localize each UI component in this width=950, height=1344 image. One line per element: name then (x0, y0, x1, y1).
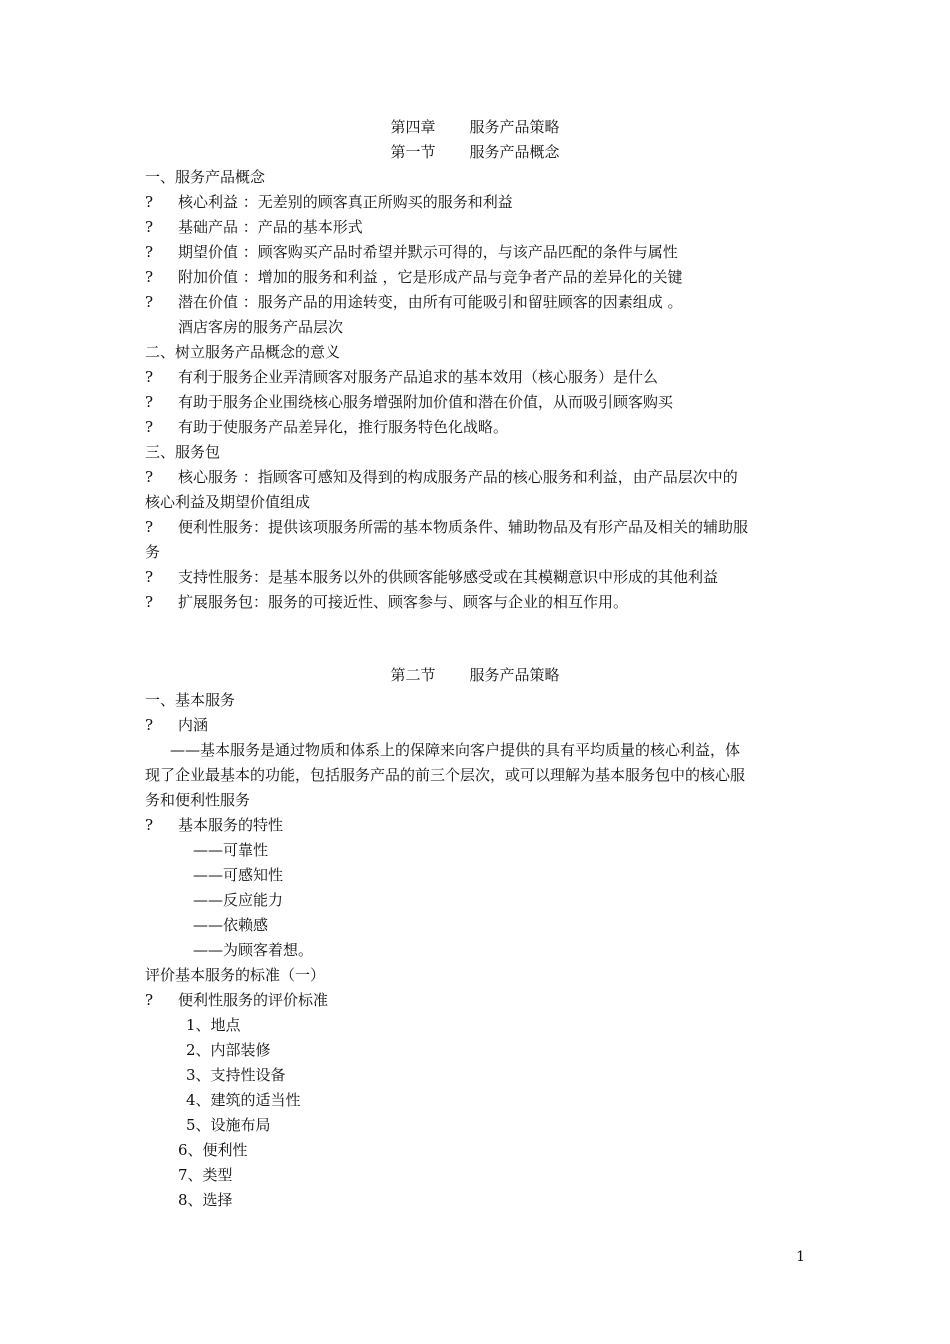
criterion-2: 2、内部装修 (186, 1041, 271, 1059)
section-number: 第一节 (390, 143, 436, 161)
item-connotation: 内涵 (178, 716, 209, 734)
bullet-marker: ? (145, 716, 154, 734)
paragraph-line-1: ——基本服务是通过物质和体系上的保障来向客户提供的具有平均质量的核心利益，体 (170, 741, 741, 759)
item-facilitating-criteria: 便利性服务的评价标准 (178, 991, 329, 1009)
significance-item-3: 有助于使服务产品差异化，推行服务特色化战略。 (178, 418, 509, 436)
paragraph-line-3: 务和便利性服务 (145, 791, 251, 809)
section-name: 服务产品策略 (469, 666, 560, 684)
bullet-marker: ? (145, 568, 154, 586)
section-number: 第二节 (390, 666, 436, 684)
criterion-5: 5、设施布局 (186, 1116, 271, 1134)
bullet-marker: ? (145, 243, 154, 261)
significance-item-2: 有助于服务企业围绕核心服务增强附加价值和潜在价值，从而吸引顾客购买 (178, 393, 674, 411)
heading-service-product-concept: 一、服务产品概念 (145, 168, 266, 186)
section-name: 服务产品概念 (469, 143, 560, 161)
bullet-marker: ? (145, 593, 154, 611)
paragraph-line-2: 现了企业最基本的功能，包括服务产品的前三个层次，或可以理解为基本服务包中的核心服 (145, 766, 746, 784)
package-core-service: 核心服务 ：指顾客可感知及得到的构成服务产品的核心服务和利益，由产品层次中的 (178, 468, 738, 486)
heading-service-package: 三、服务包 (145, 443, 221, 461)
significance-item-1: 有利于服务企业弄清顾客对服务产品追求的基本效用（核心服务）是什么 (178, 368, 659, 386)
bullet-marker: ? (145, 368, 154, 386)
package-facilitating-service-cont: 务 (145, 543, 161, 561)
bullet-marker: ? (145, 418, 154, 436)
criterion-8: 8、选择 (178, 1191, 233, 1209)
bullet-marker: ? (145, 816, 154, 834)
criterion-4: 4、建筑的适当性 (186, 1091, 301, 1109)
bullet-marker: ? (145, 218, 154, 236)
chapter-name: 服务产品策略 (469, 118, 560, 136)
item-basic-product: 基础产品 ：产品的基本形式 (178, 218, 363, 236)
criterion-7: 7、类型 (178, 1166, 233, 1184)
bullet-marker: ? (145, 393, 154, 411)
page-number: 1 (796, 1249, 805, 1265)
heading-significance: 二、树立服务产品概念的意义 (145, 343, 341, 361)
bullet-marker: ? (145, 468, 154, 486)
item-expected-value: 期望价值 ：顾客购买产品时希望并默示可得的，与该产品匹配的条件与属性 (178, 243, 678, 261)
trait-customer-care: ——为顾客着想。 (193, 941, 314, 959)
chapter-title (0, 115, 950, 140)
trait-dependence: ——依赖感 (193, 916, 269, 934)
item-added-value: 附加价值 ：增加的服务和利益 ，它是形成产品与竞争者产品的差异化的关键 (178, 268, 683, 286)
trait-responsiveness: ——反应能力 (193, 891, 284, 909)
item-potential-value: 潜在价值 ：服务产品的用途转变，由所有可能吸引和留驻顾客的因素组成 。 (178, 293, 683, 311)
bullet-marker: ? (145, 293, 154, 311)
item-core-benefit: 核心利益 ：无差别的顾客真正所购买的服务和利益 (178, 193, 513, 211)
heading-basic-service: 一、基本服务 (145, 691, 236, 709)
package-core-service-cont: 核心利益及期望价值组成 (145, 493, 311, 511)
package-supporting-service: 支持性服务：是基本服务以外的供顾客能够感受或在其模糊意识中形成的其他利益 (178, 568, 719, 586)
chapter-number: 第四章 (390, 118, 436, 136)
package-facilitating-service: 便利性服务：提供该项服务所需的基本物质条件、辅助物品及有形产品及相关的辅助服 (178, 518, 749, 536)
heading-evaluation-criteria: 评价基本服务的标准（一） (145, 966, 326, 984)
section-2-title (0, 663, 950, 688)
bullet-marker: ? (145, 193, 154, 211)
bullet-marker: ? (145, 268, 154, 286)
section-1-title (0, 140, 950, 165)
trait-tangibility: ——可感知性 (193, 866, 284, 884)
criterion-3: 3、支持性设备 (186, 1066, 286, 1084)
package-extended-service: 扩展服务包：服务的可接近性、顾客参与、顾客与企业的相互作用。 (178, 593, 629, 611)
bullet-marker: ? (145, 991, 154, 1009)
item-characteristics: 基本服务的特性 (178, 816, 284, 834)
trait-reliability: ——可靠性 (193, 841, 269, 859)
criterion-1: 1、地点 (186, 1016, 241, 1034)
hotel-room-levels: 酒店客房的服务产品层次 (178, 318, 344, 336)
bullet-marker: ? (145, 518, 154, 536)
criterion-6: 6、便利性 (178, 1141, 248, 1159)
